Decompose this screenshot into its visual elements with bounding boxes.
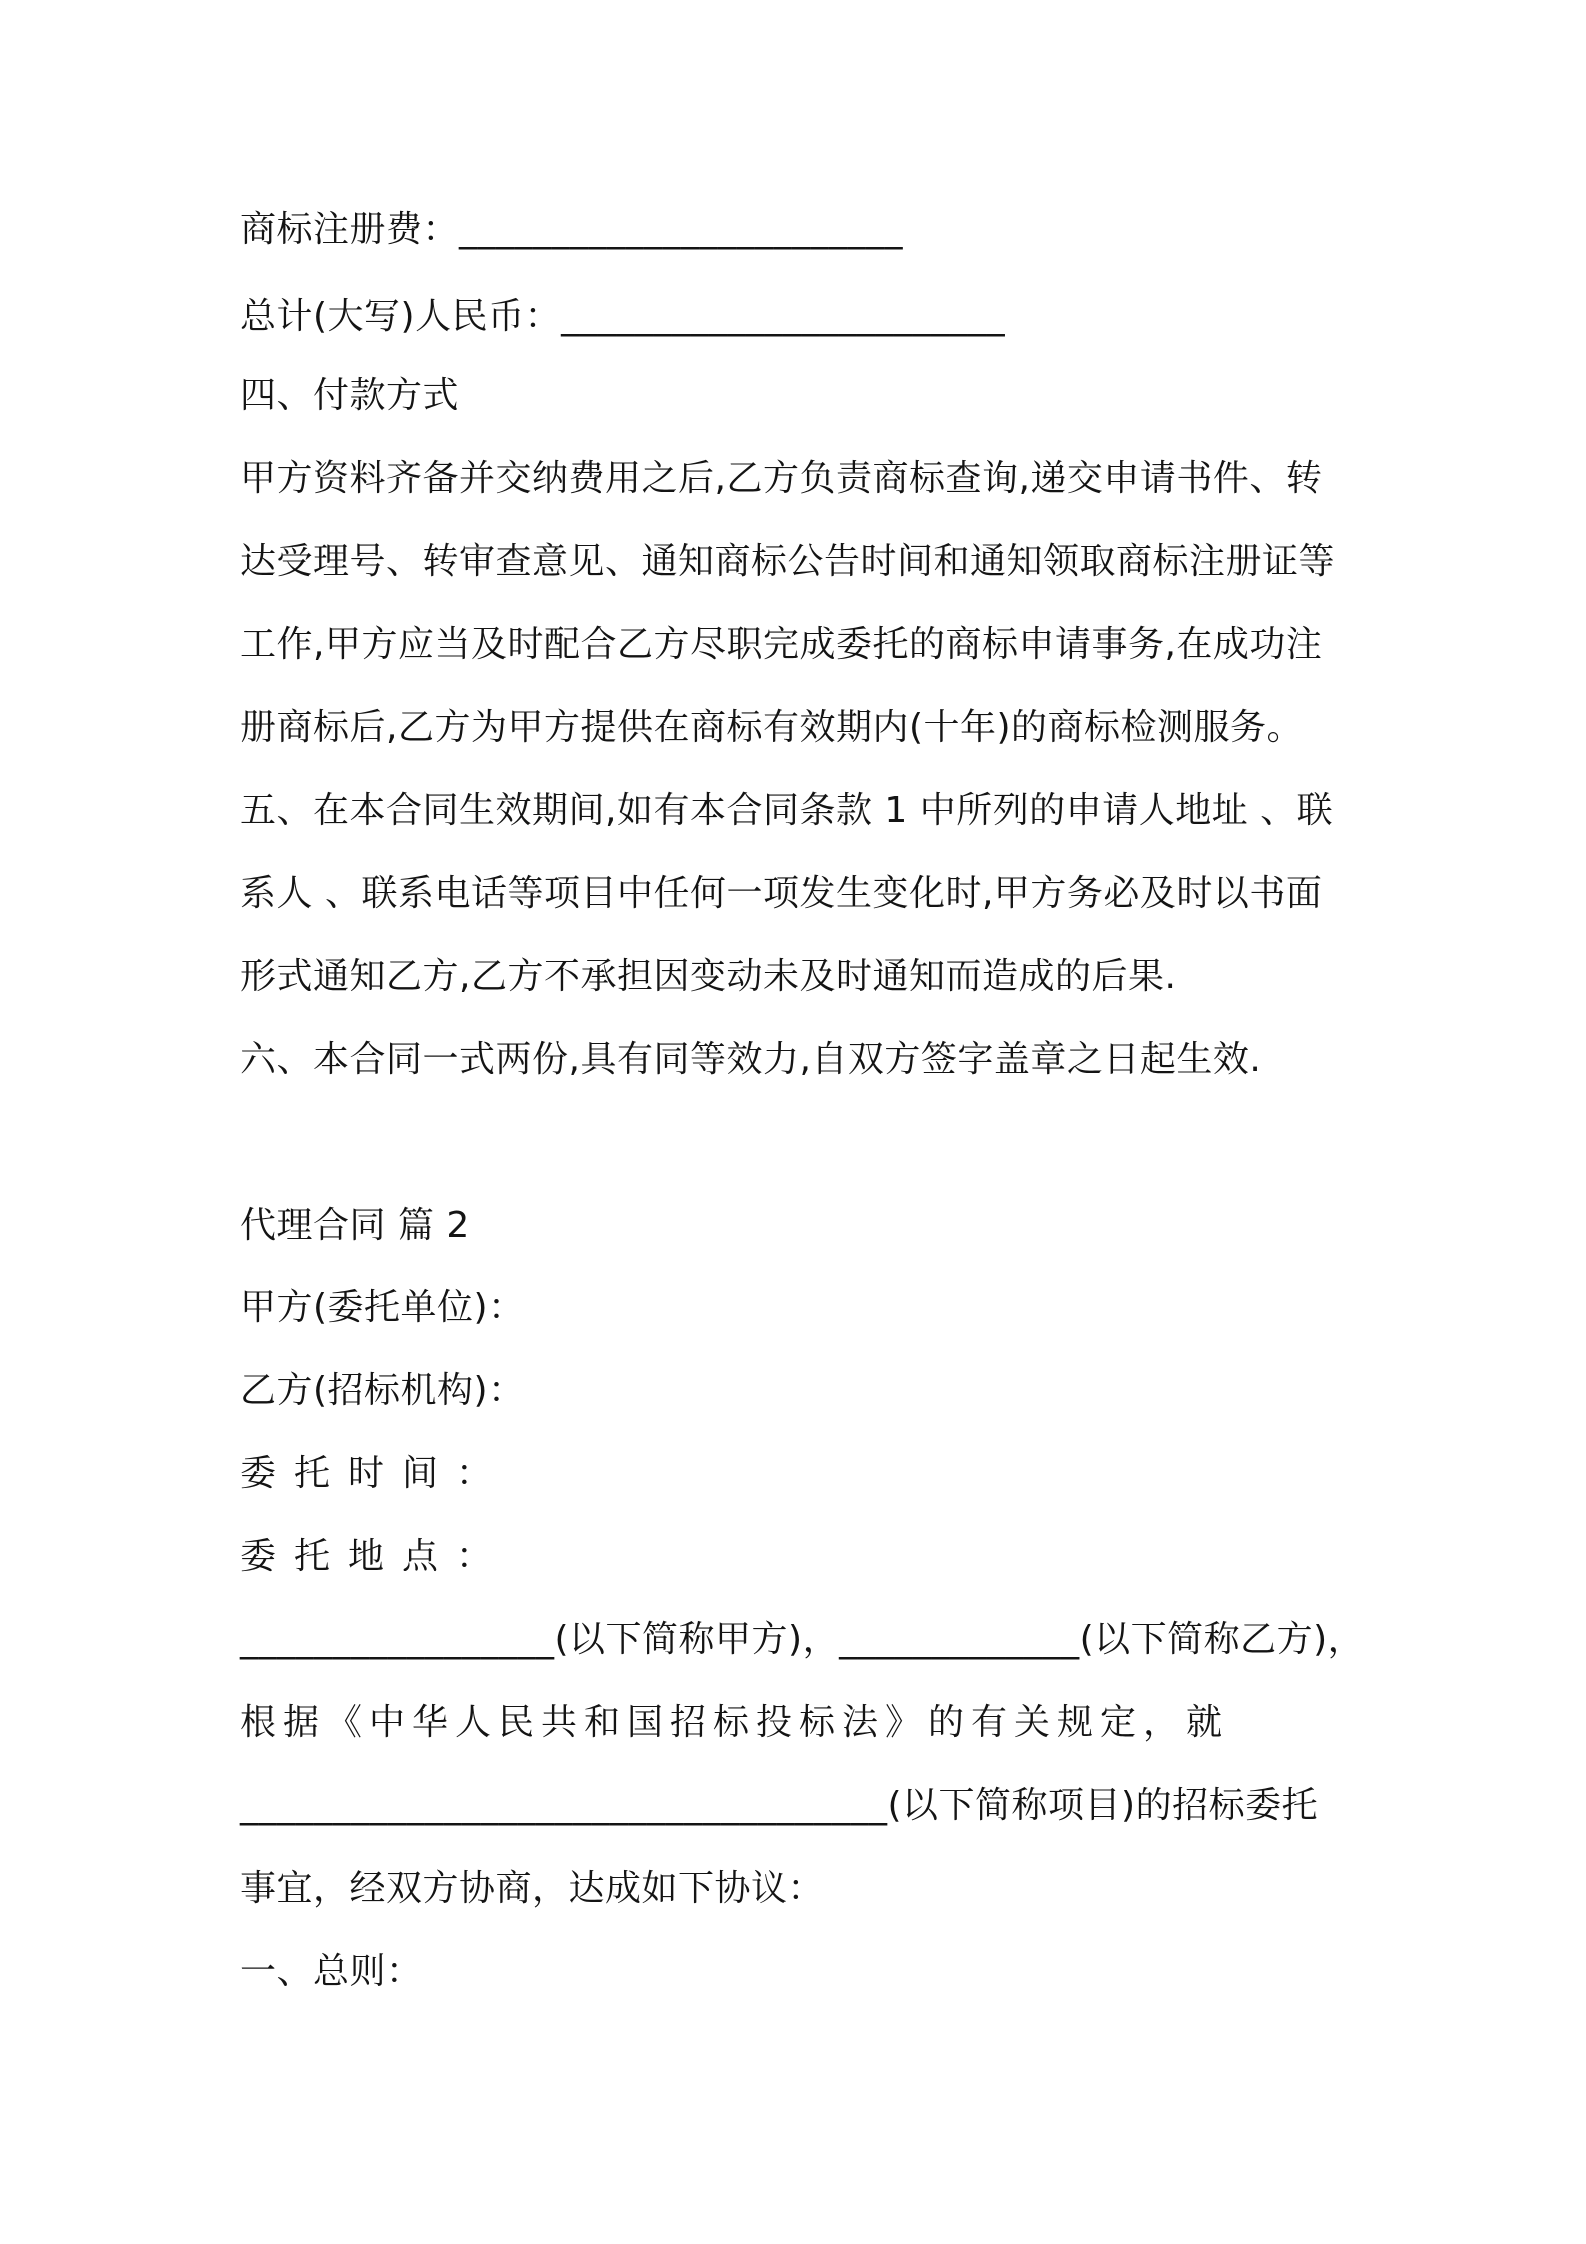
party-b-line: 乙方(招标机构)： bbox=[240, 1370, 525, 1411]
paragraph-line: 形式通知乙方,乙方不承担因变动未及时通知而造成的后果. bbox=[240, 956, 1177, 997]
project-definition-line: ___________________________________(以下简称项目)的招标委托 bbox=[240, 1785, 1319, 1826]
total-rmb-line: 总计(大写)人民币：________________________ bbox=[240, 296, 1006, 337]
section-six-line: 六、本合同一式两份,具有同等效力,自双方签字盖章之日起生效. bbox=[240, 1039, 1262, 1080]
section-four-heading: 四、付款方式 bbox=[240, 375, 460, 416]
section-five-line: 五、在本合同生效期间,如有本合同条款 1 中所列的申请人地址 、联 bbox=[240, 790, 1334, 831]
paragraph-line: 册商标后,乙方为甲方提供在商标有效期内(十年)的商标检测服务。 bbox=[240, 707, 1304, 748]
trademark-fee-line: 商标注册费：________________________ bbox=[240, 209, 904, 250]
paragraph-line: 工作,甲方应当及时配合乙方尽职完成委托的商标申请事务,在成功注 bbox=[240, 624, 1323, 665]
contract-title: 代理合同 篇 2 bbox=[240, 1205, 470, 1246]
paragraph-line: 达受理号、转审查意见、通知商标公告时间和通知领取商标注册证等 bbox=[240, 541, 1336, 582]
general-section-heading: 一、总则： bbox=[240, 1951, 423, 1992]
paragraph-line: 系人 、联系电话等项目中任何一项发生变化时,甲方务必及时以书面 bbox=[240, 873, 1323, 914]
agreement-line: 事宜，经双方协商，达成如下协议： bbox=[240, 1868, 825, 1909]
legal-basis-line: 根据《中华人民共和国招标投标法》的有关规定，就 bbox=[240, 1702, 1230, 1743]
entrust-time-line: 委托时间： bbox=[240, 1453, 511, 1494]
paragraph-line: 甲方资料齐备并交纳费用之后,乙方负责商标查询,递交申请书件、转 bbox=[240, 458, 1323, 499]
party-a-line: 甲方(委托单位)： bbox=[240, 1287, 525, 1328]
entrust-place-line: 委托地点： bbox=[240, 1536, 511, 1577]
parties-definition-line: _________________(以下简称甲方)，_____________(以下简称乙方)， bbox=[240, 1619, 1365, 1660]
